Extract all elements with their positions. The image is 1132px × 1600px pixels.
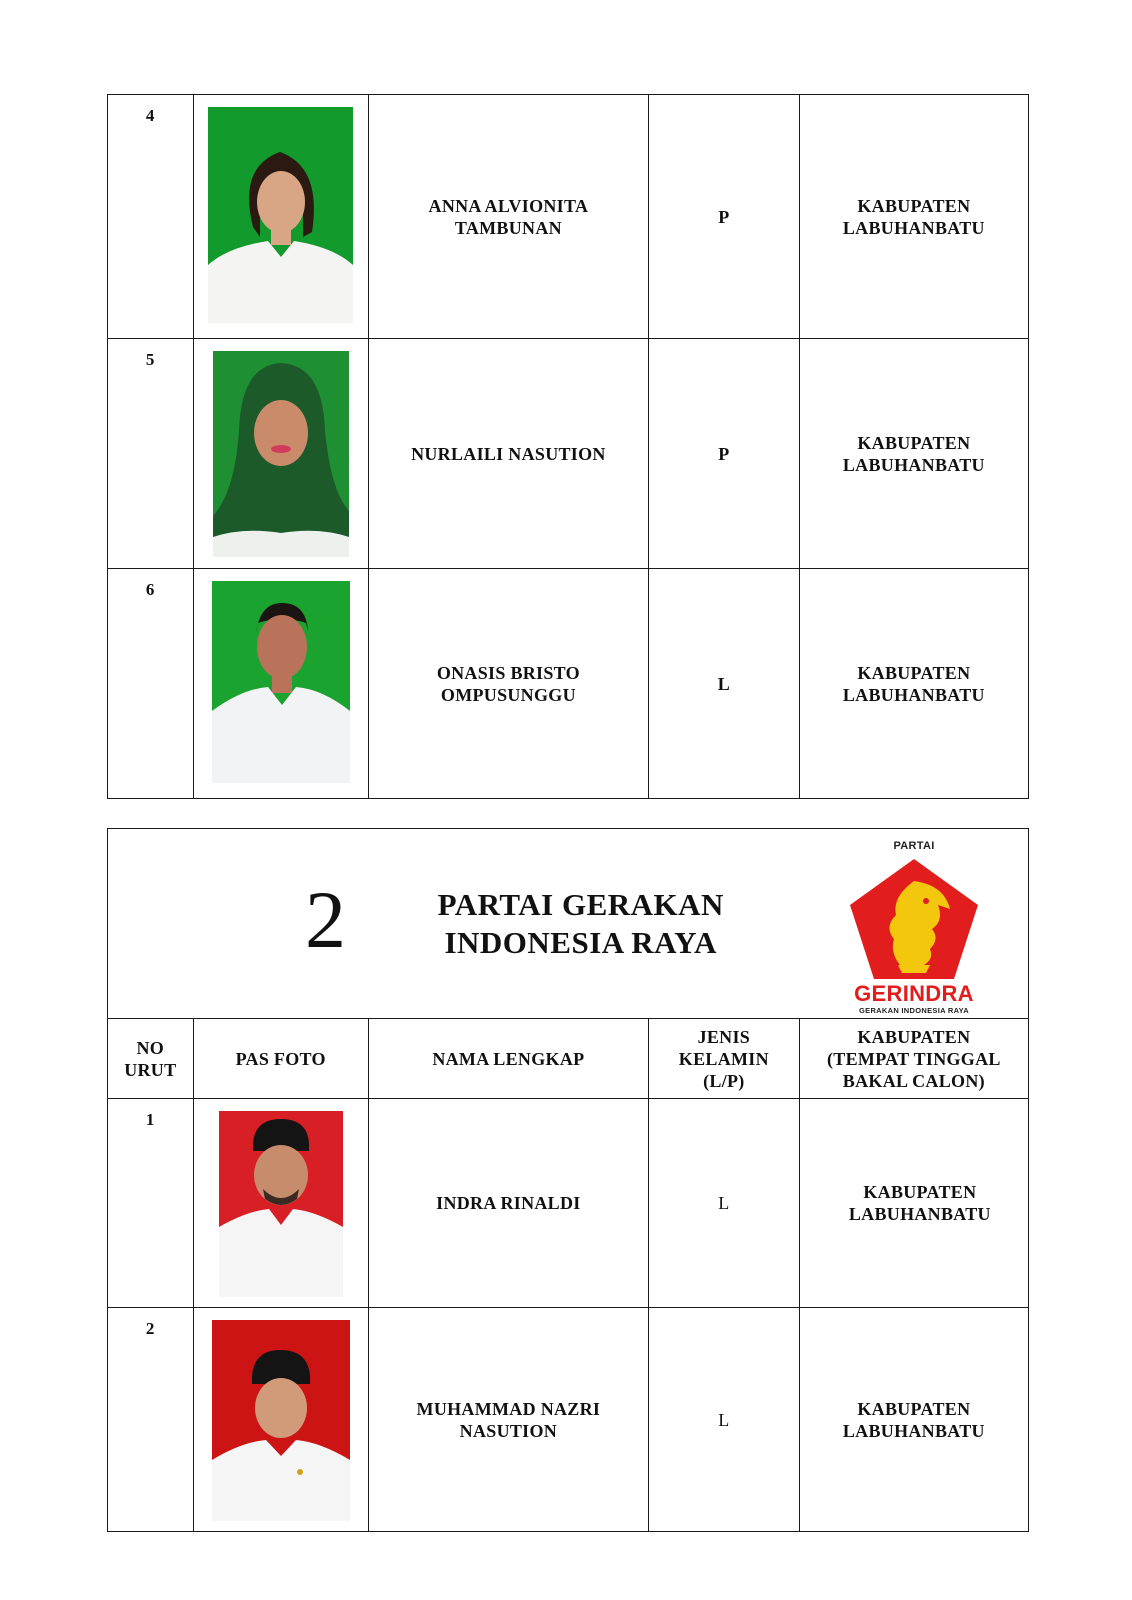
no-urut: 5 — [108, 339, 194, 569]
table-row — [108, 339, 1029, 569]
pas-foto — [193, 569, 368, 799]
logo-tagline-text: GERAKAN INDONESIA RAYA — [858, 1005, 969, 1015]
jenis-kelamin: P — [648, 95, 799, 339]
jenis-kelamin: L — [648, 1099, 799, 1308]
jenis-kelamin: P — [648, 339, 799, 569]
pas-foto — [193, 1099, 368, 1308]
party-name-text: PARTAI GERAKAN INDONESIA RAYA — [437, 886, 724, 960]
no-urut: 2 — [108, 1308, 194, 1532]
kabupaten: KABUPATEN LABUHANBATU — [799, 339, 1028, 569]
header-jenis-kelamin: JENIS KELAMIN (L/P) — [648, 1019, 799, 1099]
party-header-row — [108, 829, 1029, 1019]
party-logo-cell — [799, 829, 1028, 1019]
table-row — [108, 1308, 1029, 1532]
candidate-photo — [212, 581, 350, 783]
table-row — [108, 1099, 1029, 1308]
column-header-row — [108, 1019, 1029, 1099]
header-pas-foto: PAS FOTO — [193, 1019, 368, 1099]
candidate-photo — [212, 1320, 350, 1521]
pas-foto — [193, 95, 368, 339]
nama-lengkap: NURLAILI NASUTION — [368, 339, 648, 569]
nama-lengkap: ANNA ALVIONITA TAMBUNAN — [368, 95, 648, 339]
candidate-photo — [219, 1111, 343, 1297]
candidate-photo — [213, 351, 349, 557]
party-candidate-table — [107, 828, 1029, 1532]
kabupaten: KABUPATEN LABUHANBATU — [799, 1099, 1028, 1308]
logo-top-text: PARTAI — [893, 839, 935, 852]
nama-lengkap: MUHAMMAD NAZRI NASUTION — [368, 1308, 648, 1532]
party-number-value: 2 — [304, 873, 347, 965]
pas-foto — [193, 339, 368, 569]
jenis-kelamin: L — [648, 1308, 799, 1532]
nama-lengkap: INDRA RINALDI — [368, 1099, 648, 1308]
party-number — [108, 829, 369, 1019]
nama-lengkap: ONASIS BRISTO OMPUSUNGGU — [368, 569, 648, 799]
gerindra-logo — [814, 831, 1014, 1017]
candidate-photo — [208, 107, 353, 323]
party-name — [368, 829, 799, 1019]
header-no-urut: NO URUT — [108, 1019, 194, 1099]
no-urut: 6 — [108, 569, 194, 799]
kabupaten: KABUPATEN LABUHANBATU — [799, 569, 1028, 799]
kabupaten: KABUPATEN LABUHANBATU — [799, 1308, 1028, 1532]
logo-brand-text: GERINDRA — [853, 980, 974, 1006]
no-urut: 4 — [108, 95, 194, 339]
table-row — [108, 95, 1029, 339]
pas-foto — [193, 1308, 368, 1532]
header-nama-lengkap: NAMA LENGKAP — [368, 1019, 648, 1099]
jenis-kelamin: L — [648, 569, 799, 799]
table-row — [108, 569, 1029, 799]
candidate-table-continued — [107, 94, 1029, 799]
kabupaten: KABUPATEN LABUHANBATU — [799, 95, 1028, 339]
no-urut: 1 — [108, 1099, 194, 1308]
header-kabupaten: KABUPATEN (TEMPAT TINGGAL BAKAL CALON) — [799, 1019, 1028, 1099]
